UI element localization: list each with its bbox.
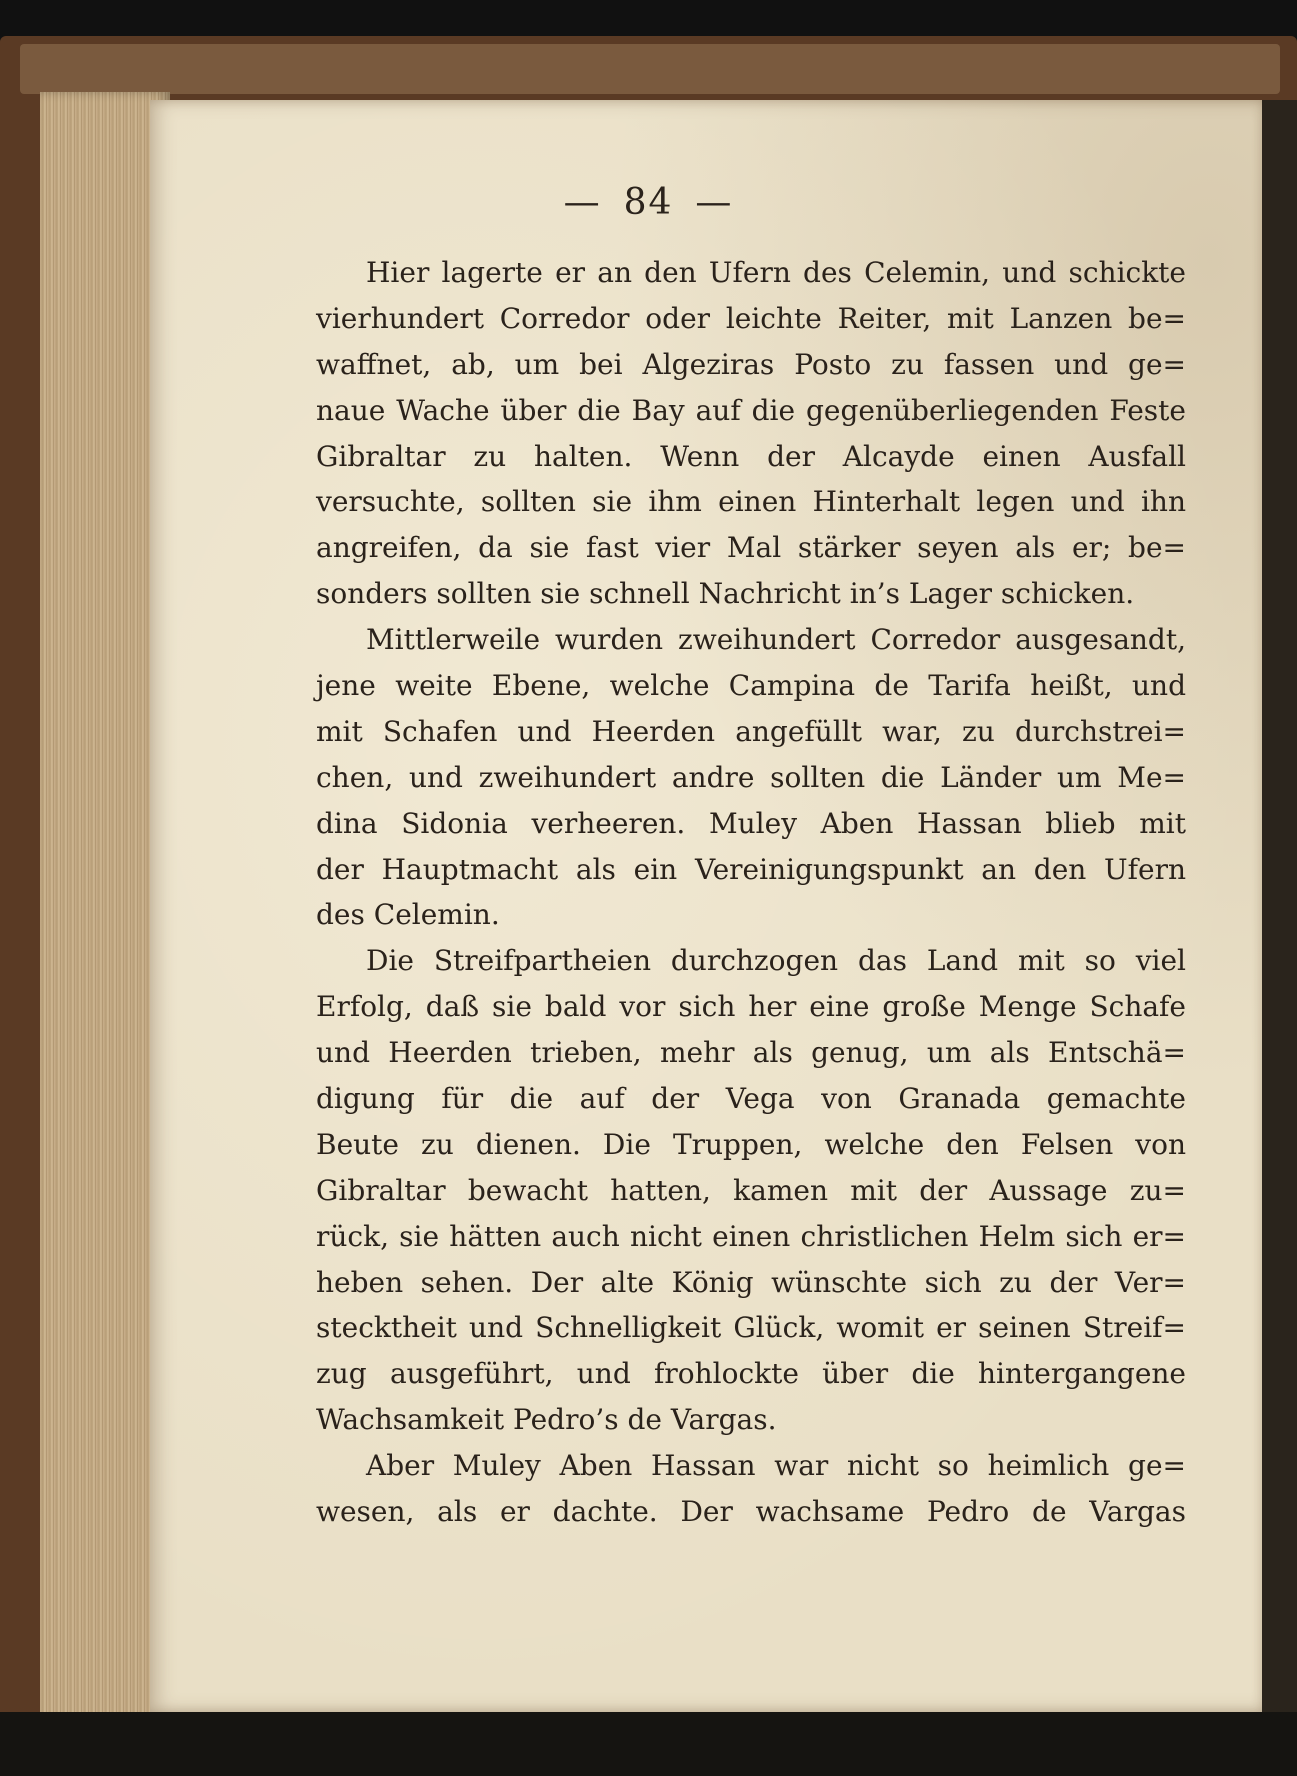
text-line: stecktheit und Schnelligkeit Glück, womit er seinen Streif= — [316, 1311, 1186, 1345]
page-number-dash-left: — — [563, 182, 602, 223]
text-line: wesen, als er dachte. Der wachsame Pedro de Vargas — [316, 1495, 1186, 1529]
paragraph-2 — [316, 617, 1186, 938]
text-line: Erfolg, daß sie bald vor sich her eine große Menge Schafe — [316, 990, 1186, 1024]
text-line: Beute zu dienen. Die Truppen, welche den Felsen von — [316, 1127, 1186, 1161]
book-spine-edge — [20, 44, 1280, 94]
body-text — [316, 250, 1186, 1535]
page-number — [0, 182, 1297, 223]
text-line: mit Schafen und Heerden angefüllt war, zu durchstrei= — [316, 714, 1186, 748]
text-line: Gibraltar bewacht hatten, kamen mit der Aussage zu= — [316, 1173, 1186, 1207]
text-line: naue Wache über die Bay auf die gegenüberliegenden Feste — [316, 393, 1186, 427]
text-line: heben sehen. Der alte König wünschte sich zu der Ver= — [316, 1265, 1186, 1299]
text-line: chen, und zweihundert andre sollten die Länder um Me= — [316, 760, 1186, 794]
text-line: Die Streifpartheien durchzogen das Land mit so viel — [366, 944, 1186, 978]
text-line: sonders sollten sie schnell Nachricht in’s Lager schicken. — [316, 577, 1135, 611]
text-line: Wachsamkeit Pedro’s de Vargas. — [316, 1403, 777, 1437]
paragraph-3 — [316, 938, 1186, 1443]
page-number-dash-right: — — [695, 182, 734, 223]
text-line: und Heerden trieben, mehr als genug, um als Entschä= — [316, 1036, 1186, 1070]
page-number-value: 84 — [623, 182, 674, 223]
text-line: vierhundert Corredor oder leichte Reiter, mit Lanzen be= — [316, 301, 1186, 335]
text-line: dina Sidonia verheeren. Muley Aben Hassan blieb mit — [316, 806, 1186, 840]
text-line: Hier lagerte er an den Ufern des Celemin, und schickte — [366, 256, 1186, 289]
text-line: des Celemin. — [316, 898, 500, 932]
page-right-edge — [1262, 100, 1297, 1712]
text-line: waffnet, ab, um bei Algeziras Posto zu fassen und ge= — [316, 347, 1186, 381]
background-top — [0, 0, 1297, 40]
text-line: rück, sie hätten auch nicht einen christlichen Helm sich er= — [316, 1219, 1186, 1253]
text-line: versuchte, sollten sie ihm einen Hinterhalt legen und ihn — [316, 485, 1186, 519]
text-line: digung für die auf der Vega von Granada gemachte — [316, 1082, 1186, 1116]
text-line: jene weite Ebene, welche Campina de Tarifa heißt, und — [316, 669, 1186, 703]
text-line: Gibraltar zu halten. Wenn der Alcayde einen Ausfall — [316, 439, 1186, 473]
paragraph-4 — [316, 1443, 1186, 1535]
text-line: angreifen, da sie fast vier Mal stärker seyen als er; be= — [316, 531, 1186, 565]
paragraph-1 — [316, 250, 1186, 617]
text-line: zug ausgeführt, und frohlockte über die hintergangene — [316, 1357, 1186, 1391]
text-line: der Hauptmacht als ein Vereinigungspunkt an den Ufern — [316, 852, 1186, 886]
text-line: Aber Muley Aben Hassan war nicht so heimlich ge= — [366, 1449, 1186, 1483]
text-line: Mittlerweile wurden zweihundert Corredor ausgesandt, — [366, 623, 1186, 657]
background-bottom — [0, 1712, 1297, 1776]
